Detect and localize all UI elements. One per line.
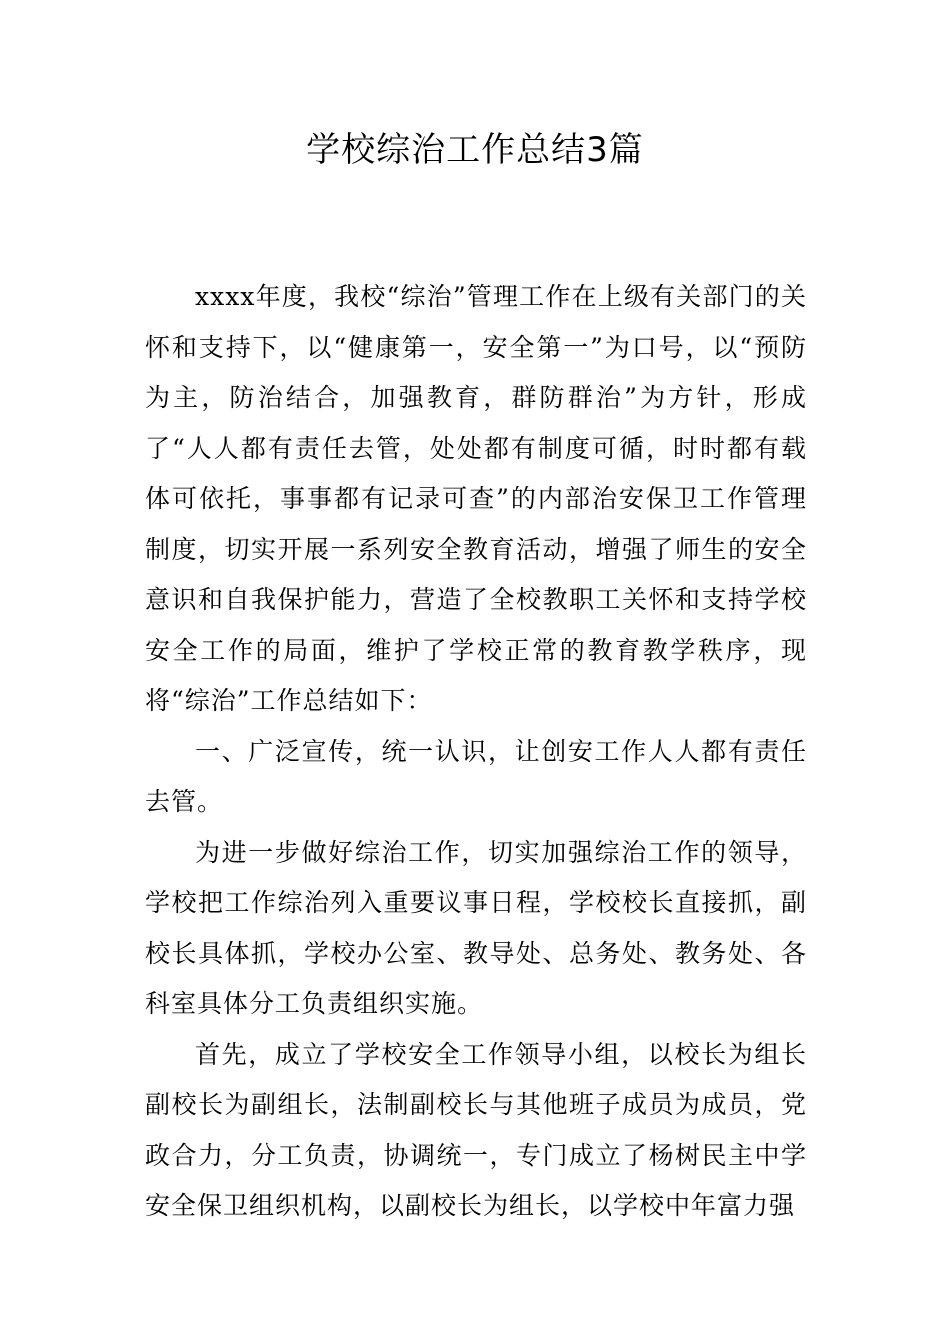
document-body (145, 272, 807, 1232)
paragraph-leadership: 为进一步做好综治工作，切实加强综治工作的领导，学校把工作综治列入重要议事日程，学校校长直接抓，副校长具体抓，学校办公室、教导处、总务处、教务处、各科室具体分工负责组织实施。 (145, 837, 807, 1018)
paragraph-first: 首先，成立了学校安全工作领导小组，以校长为组长副校长为副组长，法制副校长与其他班子成员为成员，党政合力，分工负责，协调统一，专门成立了杨树民主中学安全保卫组织机构，以副校长为组长，以学校中年富力强 (145, 1039, 807, 1220)
paragraph-section-heading: 一、广泛宣传，统一认识，让创安工作人人都有责任去管。 (145, 736, 807, 816)
paragraph-intro: xxxx年度，我校“综治”管理工作在上级有关部门的关怀和支持下，以“健康第一，安全第一”为口号，以“预防为主，防治结合，加强教育，群防群治”为方针，形成了“人人都有责任去管，处处都有制度可循，时时都有载体可依托，事事都有记录可查”的内部治安保卫工作管理制度，切实开展一系列安全教育活动，增强了师生的安全意识和自我保护能力，营造了全校教职工关怀和支持学校安全工作的局面，维护了学校正常的教育教学秩序，现将“综治”工作总结如下： (145, 282, 807, 715)
document-title: 学校综治工作总结3篇 (306, 130, 644, 170)
